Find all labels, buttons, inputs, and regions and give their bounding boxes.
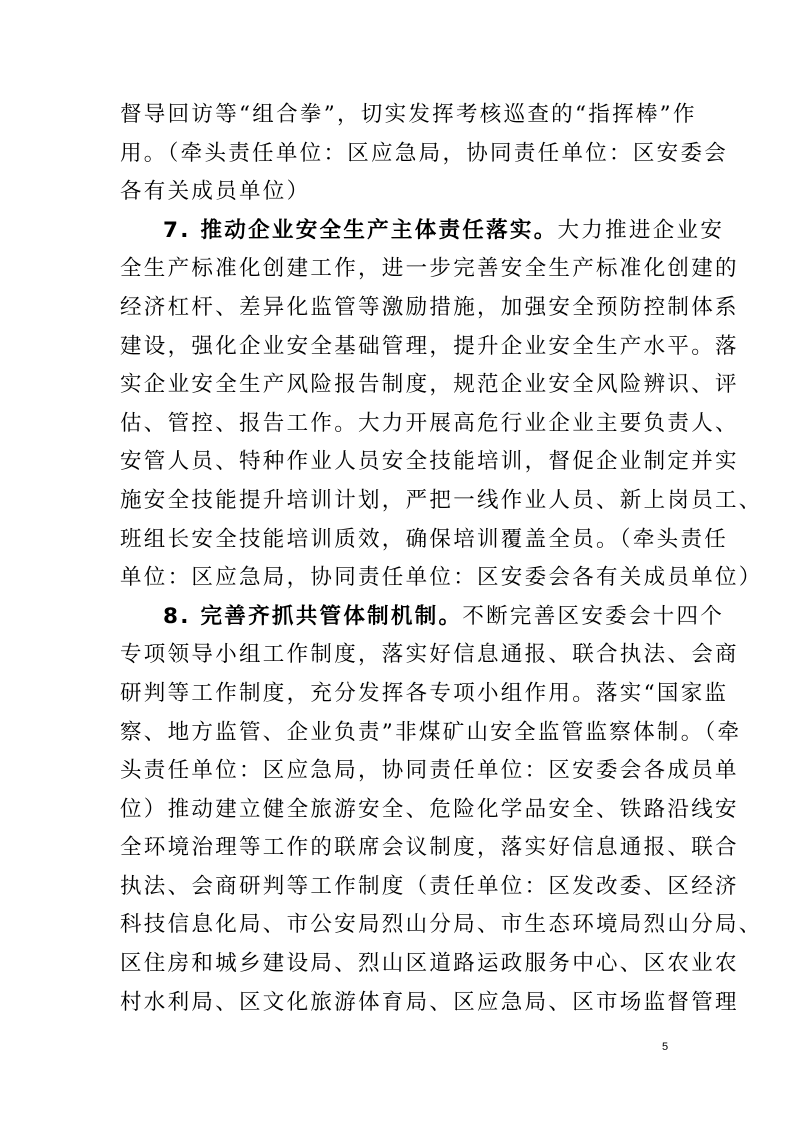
text-line: 察、地方监管、企业负责”非煤矿山安全监管监察体制。（牵	[120, 719, 742, 745]
text-run: 不断完善区安委会十四个	[462, 603, 725, 629]
text-line: 安管人员、特种作业人员安全技能培训，督促企业制定并实	[120, 449, 739, 475]
text-line: 估、管控、报告工作。大力开展高危行业企业主要负责人、	[120, 410, 739, 436]
text-line: 建设，强化企业安全基础管理，提升企业安全生产水平。落	[120, 333, 739, 359]
text-line: 全生产标准化创建工作，进一步完善安全生产标准化创建的	[120, 256, 739, 282]
text-line: 全环境治理等工作的联席会议制度，落实好信息通报、联合	[120, 835, 739, 861]
text-line: 各有关成员单位）	[120, 179, 311, 205]
text-line: 执法、会商研判等工作制度（责任单位：区发改委、区经济	[120, 873, 739, 899]
page-number: 5	[662, 1041, 669, 1053]
text-line: 头责任单位：区应急局，协同责任单位：区安委会各成员单	[120, 758, 739, 784]
text-line: 实企业安全生产风险报告制度，规范企业安全风险辨识、评	[120, 372, 739, 398]
text-line: 村水利局、区文化旅游体育局、区应急局、区市场监督管理	[120, 989, 739, 1015]
text-line	[120, 212, 725, 251]
text-line: 用。（牵头责任单位：区应急局，协同责任单位：区安委会	[120, 140, 729, 166]
text-line: 研判等工作制度，充分发挥各专项小组作用。落实“国家监	[120, 680, 729, 706]
text-line: 经济杠杆、差异化监管等激励措施，加强安全预防控制体系	[120, 294, 739, 320]
section-heading-8: 8. 完善齐抓共管体制机制。	[163, 603, 463, 629]
text-line: 科技信息化局、市公安局烈山分局、市生态环境局烈山分局、	[120, 912, 763, 938]
text-line: 区住房和城乡建设局、烈山区道路运政服务中心、区农业农	[120, 951, 739, 977]
text-run: 大力推进企业安	[557, 217, 725, 243]
body-text	[120, 96, 763, 1022]
text-line: 位）推动建立健全旅游安全、危险化学品安全、铁路沿线安	[120, 796, 739, 822]
text-line: 班组长安全技能培训质效，确保培训覆盖全员。（牵头责任	[120, 526, 729, 552]
text-line	[120, 598, 725, 637]
section-heading-7: 7. 推动企业安全生产主体责任落实。	[163, 217, 558, 243]
text-line: 专项领导小组工作制度，落实好信息通报、联合执法、会商	[120, 642, 739, 668]
text-line: 施安全技能提升培训计划，严把一线作业人员、新上岗员工、	[120, 487, 763, 513]
text-line: 单位：区应急局，协同责任单位：区安委会各有关成员单位）	[120, 565, 763, 591]
text-line: 督导回访等“组合拳”，切实发挥考核巡查的“指挥棒”作	[120, 102, 697, 127]
